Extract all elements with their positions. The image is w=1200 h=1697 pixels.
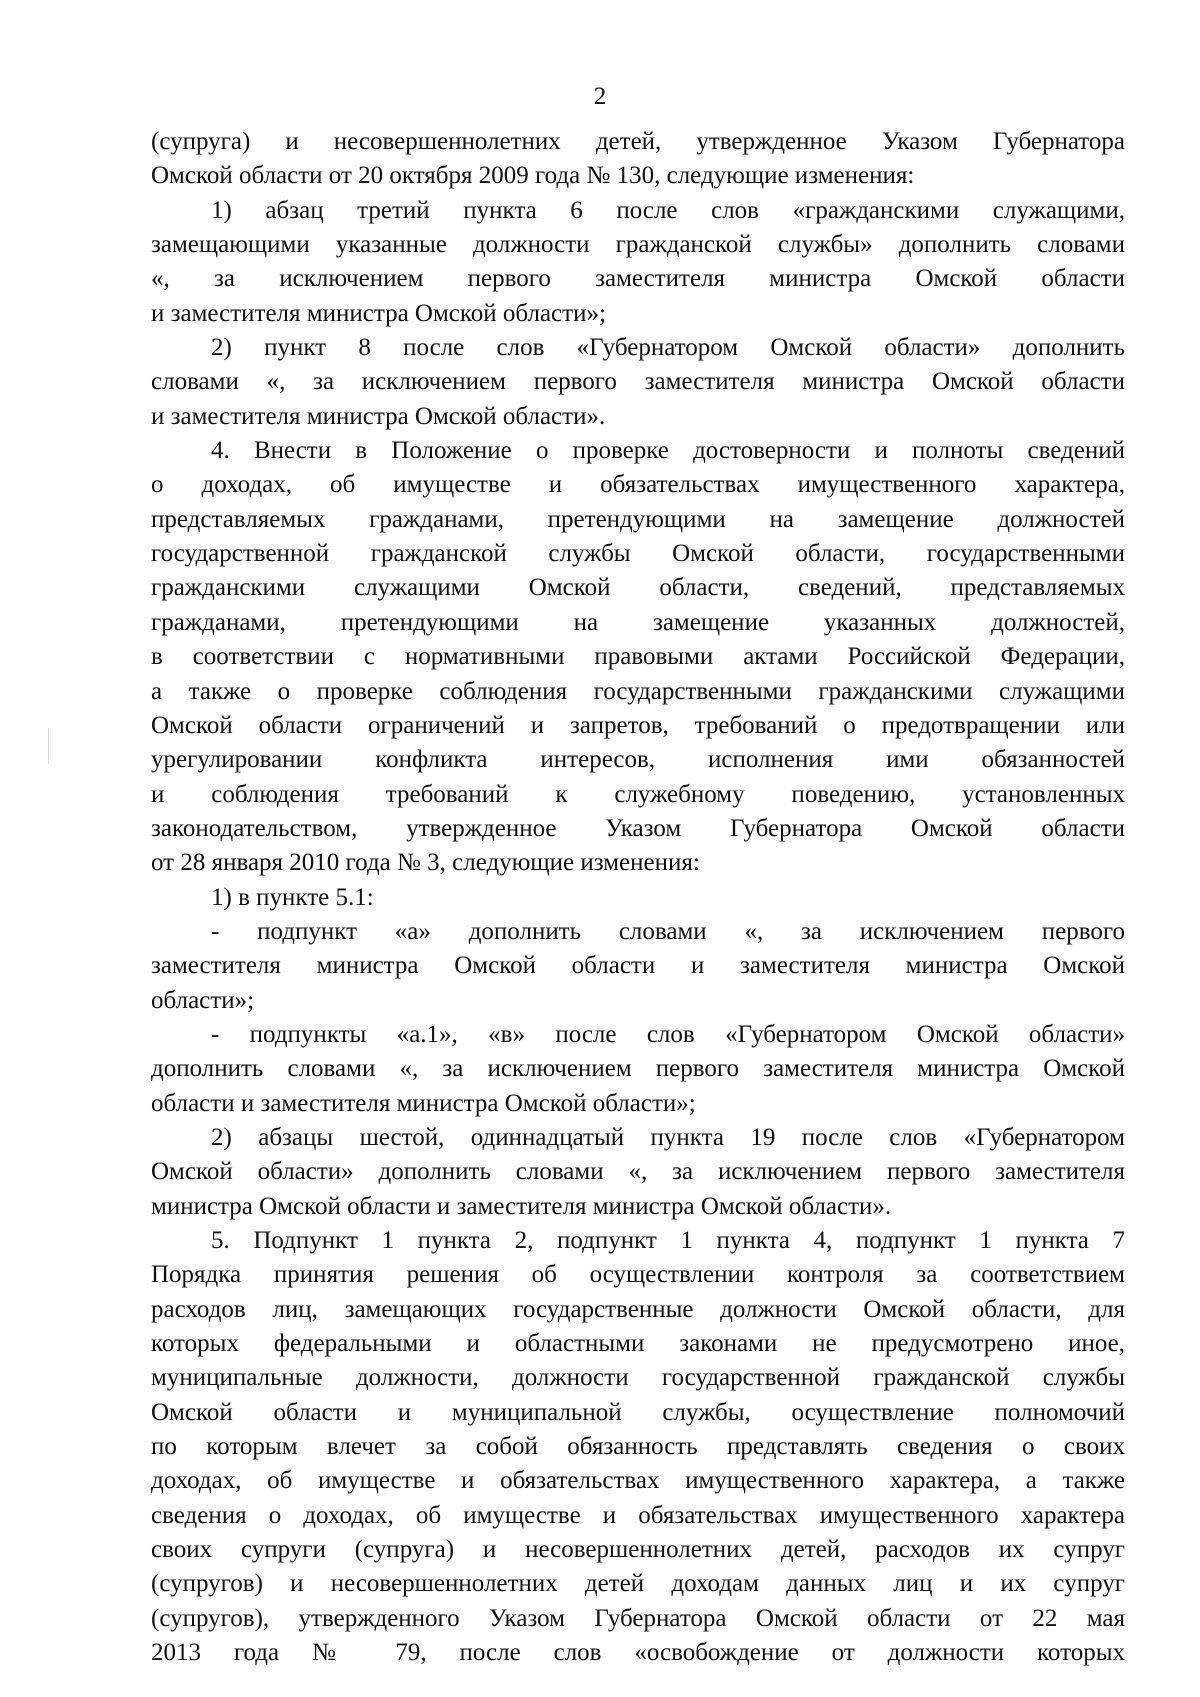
text-line: 2) абзацы шестой, одиннадцатый пункта 19 после слов «Губернатором [211,1123,1125,1151]
text-line: (супруга) и несовершеннолетних детей, утвержденное Указом Губернатора [151,128,1125,155]
text-line: (супругов) и несовершеннолетних детей доходам данных лиц и их супруг [151,1570,1125,1598]
text-line: 1) абзац третий пункта 6 после слов «гражданскими служащими, [211,196,1125,224]
text-line: о доходах, об имуществе и обязательствах имущественного характера, [151,471,1125,499]
text-line: области»; [151,986,255,1014]
text-line: 4. Внести в Положение о проверке достоверности и полноты сведений [211,437,1125,465]
text-line: законодательством, утвержденное Указом Губернатора Омской области [151,814,1125,842]
text-line: области и заместителя министра Омской области»; [151,1089,696,1117]
text-line: 2) пункт 8 после слов «Губернатором Омской области» дополнить [211,334,1125,362]
text-line: - подпункт «а» дополнить словами «, за исключением первого [211,917,1125,945]
text-line: Порядка принятия решения об осуществлении контроля за соответствием [151,1261,1125,1289]
text-line: по которым влечет за собой обязанность представлять сведения о своих [151,1433,1125,1461]
text-line: и заместителя министра Омской области»; [151,299,606,327]
text-line: Омской области» дополнить словами «, за исключением первого заместителя [151,1158,1125,1186]
scan-artifact [48,728,49,764]
page-number: 2 [593,83,607,110]
text-line: - подпункты «а.1», «в» после слов «Губернатором Омской области» [211,1020,1125,1048]
text-line: своих супруги (супруга) и несовершеннолетних детей, расходов их супруг [151,1536,1125,1564]
text-line: которых федеральными и областными законами не предусмотрено иное, [151,1330,1125,1358]
text-line: гражданскими служащими Омской области, сведений, представляемых [151,574,1125,602]
document-body [151,125,1125,1670]
text-line: представляемых гражданами, претендующими на замещение должностей [151,505,1125,533]
text-line: замещающими указанные должности гражданской службы» дополнить словами [151,231,1125,259]
text-line: 5. Подпункт 1 пункта 2, подпункт 1 пункта 4, подпункт 1 пункта 7 [211,1227,1125,1254]
text-line: «, за исключением первого заместителя министра Омской области [151,265,1125,293]
text-line: гражданами, претендующими на замещение указанных должностей, [151,608,1125,636]
text-line: в соответствии с нормативными правовыми актами Российской Федерации, [151,643,1125,671]
text-line: и соблюдения требований к служебному поведению, установленных [151,780,1125,808]
text-line: доходах, об имуществе и обязательствах имущественного характера, а также [151,1467,1125,1495]
text-line: расходов лиц, замещающих государственные должности Омской области, для [151,1295,1125,1323]
text-line: министра Омской области и заместителя министра Омской области». [151,1192,892,1220]
text-line: Омской области и муниципальной службы, осуществление полномочий [151,1398,1125,1426]
text-line: а также о проверке соблюдения государственными гражданскими служащими [151,677,1125,705]
text-line: сведения о доходах, об имуществе и обязательствах имущественного характера [151,1501,1125,1529]
text-line: 1) в пункте 5.1: [211,883,374,911]
text-line: муниципальные должности, должности государственной гражданской службы [151,1364,1125,1392]
text-line: словами «, за исключением первого заместителя министра Омской области [151,368,1125,396]
text-line: и заместителя министра Омской области». [151,402,606,430]
text-line: государственной гражданской службы Омской области, государственными [151,540,1125,568]
text-line: Омской области ограничений и запретов, требований о предотвращении или [151,711,1125,739]
text-line: от 28 января 2010 года № 3, следующие изменения: [151,849,700,877]
text-line: урегулировании конфликта интересов, исполнения ими обязанностей [151,746,1125,774]
text-line: Омской области от 20 октября 2009 года № 130, следующие изменения: [151,162,915,190]
text-line: 2013 года № 79, после слов «освобождение от должности которых [151,1639,1125,1667]
text-line: дополнить словами «, за исключением первого заместителя министра Омской [151,1055,1125,1083]
text-line: (супругов), утвержденного Указом Губернатора Омской области от 22 мая [151,1604,1125,1632]
text-line: заместителя министра Омской области и заместителя министра Омской [151,952,1125,980]
